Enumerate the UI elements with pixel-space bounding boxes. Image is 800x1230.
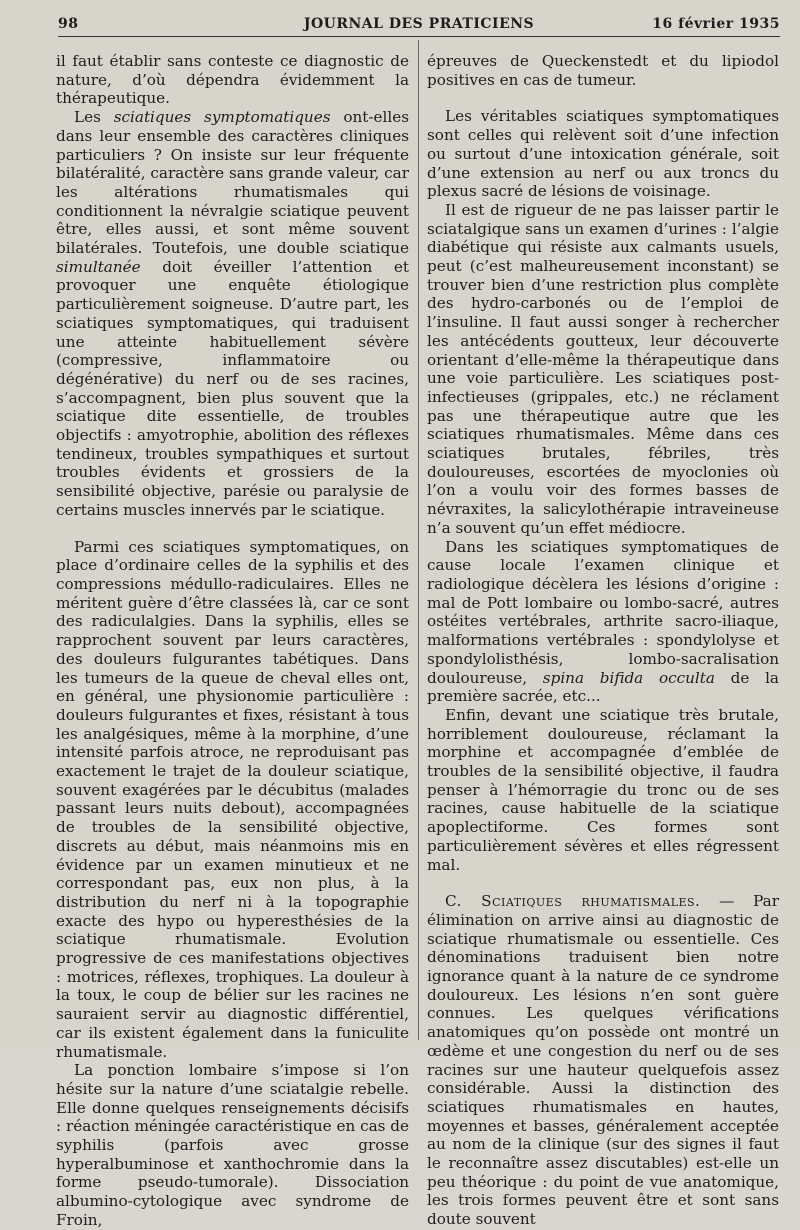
paragraph: Enfin, devant une sciatique très brutale, horriblement douloureuse, réclamant la morphine et accompagnée d’emblée de troubles de la sensibilité objective, il faudra penser à l’hémorragie du tronc ou de ses racines, cause habituelle de la sciatique apoplectiforme. Ces formes sont particulièrement sévères et elles régressent mal. [427,705,779,874]
paragraph: La ponction lombaire s’impose si l’on hésite sur la nature d’une sciatalgie rebelle. Elle donne quelques renseignements décisifs : réaction méningée caractéristique en cas de syphilis (parfois avec grosse hyperalbuminose et xanthochromie dans la forme pseudo-tumorale). Dissociation albumino-cytologique avec syndrome de Froin, [56,1061,409,1229]
issue-date: 16 février 1935 [652,16,780,32]
running-header [58,16,780,37]
paragraph: Dans les sciatiques symptomatiques de cause locale l’examen clinique et radiologique décèlera les lésions d’origine : mal de Pott lombaire ou lombo-sacré, autres ostéites vertébrales, arthrite sacro-iliaque, malformations vertébrales : spondylolyse et spondylolisthésis, lombo-sacralisation douloureuse, spina bifida occulta de la première sacrée, etc... [427,537,779,706]
paragraph: Il est de rigueur de ne pas laisser partir le sciatalgique sans un examen d’urines : l’algie diabétique qui résiste aux calmants usuels, peut (c’est malheureusement inconstant) se trouver bien d’une restriction plus complète des hydro-carbonés ou de l’emploi de l’insuline. Il faut aussi songer à rechercher les antécédents goutteux, leur découverte orientant d’elle-même la thérapeutique dans une voie particulière. Les sciatiques post-infectieuses (grippales, etc.) ne réclament pas une thérapeutique autre que les sciatiques rhumatismales. Même dans ces sciatiques brutales, fébriles, très douloureuses, escortées de myoclonies où l’on a voulu voir des formes basses de névraxites, la salicylothérapie intraveineuse n’a souvent qu’un effet médiocre. [427,200,779,537]
paragraph: Les véritables sciatiques symptomatiques sont celles qui relèvent soit d’une infection ou surtout d’une intoxication générale, soit d’une extension au nerf ou aux troncs du plexus sacré de lésions de voisinage. [427,107,779,201]
journal-title: JOURNAL DES PRATICIENS [303,16,535,32]
left-column [56,52,409,1230]
paragraph: Les sciatiques symptomatiques ont-elles dans leur ensemble des caractères cliniques particuliers ? On insiste sur leur fréquente bilatéralité, caractère sans grande valeur, car les altérations rhumatismales qui conditionnent la névralgie sciatique peuvent être, elles aussi, et sont même souvent bilatérales. Toutefois, une double sciatique simultanée doit éveiller l’attention et provoquer une enquête étiologique particulièrement soigneuse. D’autre part, les sciatiques symptomatiques, qui traduisent une atteinte habituellement sévère (compressive, inflammatoire ou dégénérative) du nerf ou de ses racines, s’accompagnent, bien plus souvent que la sciatique dite essentielle, de troubles objectifs : amyotrophie, abolition des réflexes tendineux, troubles sympathiques et surtout troubles évidents et grossiers de la sensibilité objective, parésie ou paralysie de certains muscles innervés par le sciatique. [56,108,409,519]
paragraph: épreuves de Queckenstedt et du lipiodol positives en cas de tumeur. [427,52,779,89]
right-column [427,52,779,1229]
page-number: 98 [58,16,79,32]
column-divider [418,40,419,1040]
section-heading: C. Sciatiques rhumatismales. [445,892,701,911]
paragraph: Parmi ces sciatiques symptomatiques, on place d’ordinaire celles de la syphilis et des compressions médullo-radiculaires. Elles ne méritent guère d’être classées là, car ce sont des radiculalgies. Dans la syphilis, elles se rapprochent souvent par leurs caractères, des douleurs fulgurantes tabétiques. Dans les tumeurs de la queue de cheval elles ont, en général, une physionomie particulière : douleurs fulgurantes et fixes, résistant à tous les analgésiques, même à la morphine, d’une intensité parfois atroce, ne reproduisant pas exactement le trajet de la douleur sciatique, souvent exagérées par le décubitus (malades passant leurs nuits debout), accompagnées de troubles de la sensibilité objective, discrets au début, mais néanmoins mis en évidence par un examen minutieux et ne correspondant pas, eux non plus, à la distribution du nerf ni à la topographie exacte des hypo ou hyperesthésies de la sciatique rhumatismale. Evolution progressive de ces manifestations objectives : motrices, réflexes, trophiques. La douleur à la toux, le coup de bélier sur les racines ne sauraient servir au diagnostic différentiel, car ils existent également dans la funiculite rhumatismale. [56,537,409,1061]
paragraph: il faut établir sans conteste ce diagnostic de nature, d’où dépendra évidemment la thérapeutique. [56,52,409,108]
section-paragraph: C. Sciatiques rhumatismales. — Par élimination on arrive ainsi au diagnostic de sciatique rhumatismale ou essentielle. Ces dénominations traduisent bien notre ignorance quant à la nature de ce syndrome douloureux. Les lésions n’en sont guère connues. Les quelques vérifications anatomiques qu’on possède ont montré un œdème et une congestion du nerf ou de ses racines sur une hauteur quelquefois assez considérable. Aussi la distinction des sciatiques rhumatismales en hautes, moyennes et basses, généralement acceptée au nom de la clinique (sur des signes il faut le reconnaître assez discutables) est-elle un peu théorique : du point de vue anatomique, les trois formes peuvent être et sont sans doute souvent [427,892,779,1229]
